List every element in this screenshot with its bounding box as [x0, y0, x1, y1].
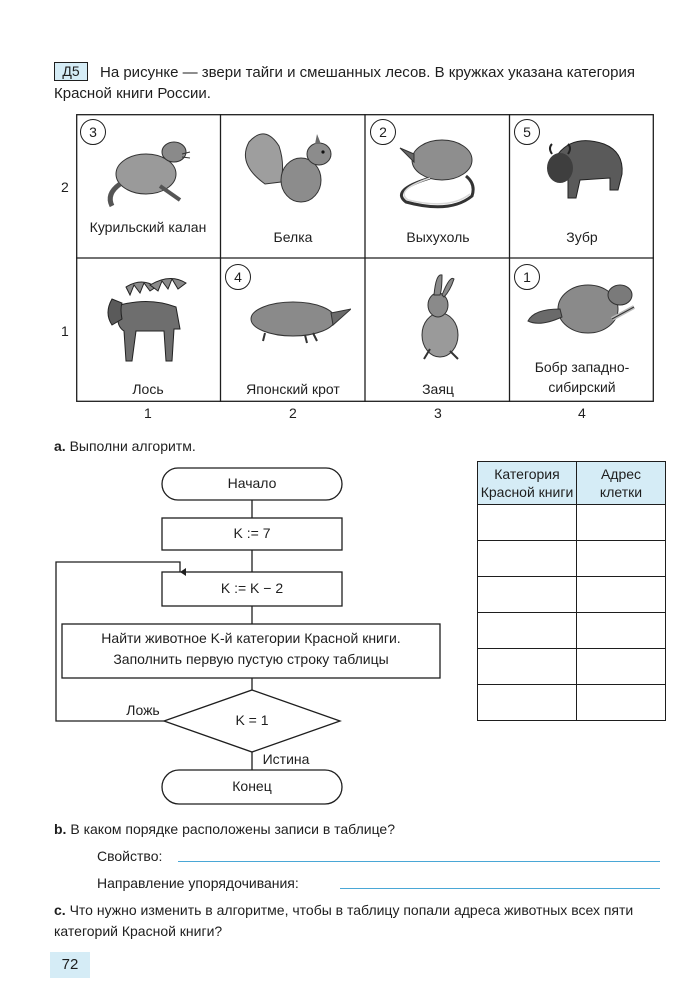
category-cell[interactable]: [478, 577, 577, 613]
address-cell[interactable]: [577, 613, 666, 649]
section-a-letter: a.: [54, 438, 66, 454]
direction-answer-line[interactable]: [340, 888, 660, 889]
true-branch-label: Истина: [262, 751, 310, 767]
row-label-2: 2: [61, 179, 69, 195]
row-label-1: 1: [61, 323, 69, 339]
cell-squirrel: [221, 114, 365, 258]
task-text: На рисунке — звери тайги и смешанных лесов. В кружках указана категория Красной книги России.: [54, 64, 635, 102]
table-row: [478, 613, 666, 649]
desman-icon: [380, 124, 496, 214]
col-header-category: Категория Красной книги: [478, 462, 577, 505]
col-label-2: 2: [289, 405, 297, 421]
cell-moose: [76, 259, 220, 403]
category-cell[interactable]: [478, 685, 577, 721]
cell-beaver: [510, 259, 654, 403]
condition-label: K = 1: [235, 712, 269, 728]
address-cell[interactable]: [577, 541, 666, 577]
page-number: 72: [50, 952, 90, 978]
action-label-line1: Найти животное K-й категории Красной книги.: [101, 630, 401, 646]
category-circle: 5: [514, 119, 540, 145]
answer-table: [477, 461, 666, 721]
end-label: Конец: [232, 778, 272, 794]
animal-name: Зубр: [566, 229, 598, 245]
moose-icon: [90, 269, 206, 365]
section-c-letter: c.: [54, 902, 66, 918]
property-answer-line[interactable]: [178, 861, 660, 862]
table-row: [478, 685, 666, 721]
sea-otter-icon: [90, 124, 206, 214]
decrement-label: K := K − 2: [220, 580, 284, 596]
animal-name: Лось: [132, 381, 164, 397]
hare-icon: [380, 269, 496, 365]
section-c-question: [54, 900, 666, 942]
table-row: [478, 505, 666, 541]
direction-label: Направление упорядочивания:: [97, 875, 299, 891]
category-cell[interactable]: [478, 541, 577, 577]
mole-icon: [235, 269, 351, 359]
category-cell[interactable]: [478, 613, 577, 649]
section-c-text: Что нужно изменить в алгоритме, чтобы в таблицу попали адреса животных всех пяти категорий Красной книги?: [54, 902, 634, 939]
animal-name: Японский крот: [246, 381, 340, 397]
category-circle: 2: [370, 119, 396, 145]
category-cell[interactable]: [478, 649, 577, 685]
cell-mole: [221, 259, 365, 403]
category-circle: 1: [514, 264, 540, 290]
table-row: [478, 541, 666, 577]
squirrel-icon: [235, 124, 351, 214]
cell-bison: [510, 114, 654, 258]
section-b-letter: b.: [54, 821, 67, 837]
cell-desman: [366, 114, 510, 258]
task-number-badge: Д5: [54, 62, 88, 81]
category-circle: 3: [80, 119, 106, 145]
col-label-3: 3: [434, 405, 442, 421]
bison-icon: [524, 124, 640, 214]
col-label-1: 1: [144, 405, 152, 421]
action-label-line2: Заполнить первую пустую строку таблицы: [113, 651, 389, 667]
address-cell[interactable]: [577, 649, 666, 685]
animal-name: Курильский калан: [89, 219, 207, 235]
category-cell[interactable]: [478, 505, 577, 541]
cell-hare: [366, 259, 510, 403]
table-row: [478, 577, 666, 613]
animals-grid: [76, 114, 654, 402]
address-cell[interactable]: [577, 685, 666, 721]
category-circle: 4: [225, 264, 251, 290]
cell-sea-otter: [76, 114, 220, 258]
section-a-text: Выполни алгоритм.: [69, 438, 196, 454]
beaver-icon: [524, 269, 640, 349]
col-header-address: Адрес клетки: [577, 462, 666, 505]
property-label: Свойство:: [97, 848, 163, 864]
section-a-heading: [54, 438, 196, 454]
false-branch-label: Ложь: [126, 702, 160, 718]
section-b-text: В каком порядке расположены записи в таблице?: [70, 821, 395, 837]
address-cell[interactable]: [577, 505, 666, 541]
address-cell[interactable]: [577, 577, 666, 613]
animal-name: Бобр западно-сибирский: [534, 359, 630, 395]
start-label: Начало: [227, 475, 277, 491]
section-b-question: [54, 821, 395, 837]
animal-name: Выхухоль: [406, 229, 470, 245]
task-description: [54, 62, 666, 104]
animal-name: Белка: [273, 229, 313, 245]
table-row: [478, 649, 666, 685]
assign-label: K := 7: [233, 525, 271, 541]
col-label-4: 4: [578, 405, 586, 421]
animal-name: Заяц: [422, 381, 454, 397]
